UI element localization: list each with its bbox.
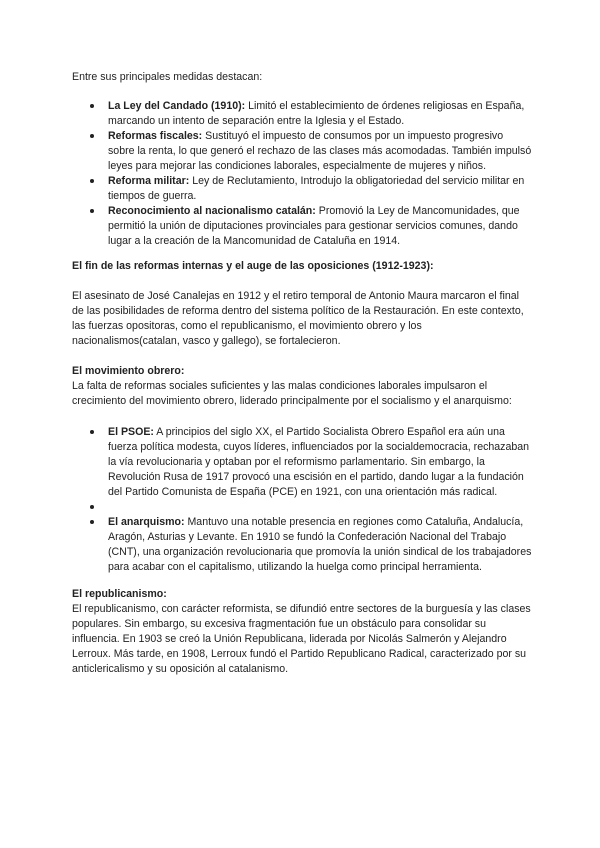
section-paragraph-labor: La falta de reformas sociales suficientes y las malas condiciones laborales impulsaron el crecimiento del movimiento obrero, liderado principalmente por el socialismo y el anarquismo: xyxy=(72,380,512,407)
section-paragraph-republicanism: El republicanismo, con carácter reformista, se difundió entre sectores de la burguesía y las clases populares. Sin embargo, su excesiva fragmentación fue un obstáculo para consolidar su influencia. En 1903 se creó la Unión Republicana, liderada por Nicolás Salmerón y Alejandro Lerroux. Más tarde, en 1908, Lerroux fundó el Partido Republicano Radical, caracterizado por su anticlericalismo y su oposición al catalanismo. xyxy=(72,603,531,675)
section-paragraph-reforms: El asesinato de José Canalejas en 1912 y el retiro temporal de Antonio Maura marcaron el final de las posibilidades de reforma dentro del sistema político de la Restauración. En este contexto, las fuerzas opositoras, como el republicanismo, el movimiento obrero y los nacionalismos(catalan, vasco y gallego), se fortalecieron. xyxy=(72,290,524,347)
list-item xyxy=(72,174,532,204)
section-heading-reforms: El fin de las reformas internas y el auge de las oposiciones (1912-1923): xyxy=(72,260,434,272)
item-text: Limitó el establecimiento de órdenes religiosas en España, marcando un intento de separación entre la Iglesia y el Estado. xyxy=(108,100,525,127)
item-title: El PSOE: xyxy=(108,426,154,438)
item-text: Promovió la Ley de Mancomunidades, que permitió la unión de diputaciones provinciales para gestionar servicios comunes, dando lugar a la creación de la Mancomunidad de Cataluña en 1914. xyxy=(108,205,520,247)
section-heading-republicanism: El republicanismo: xyxy=(72,588,167,600)
item-text: Mantuvo una notable presencia en regiones como Cataluña, Andalucía, Aragón, Asturias y Levante. En 1910 se fundó la Confederación Nacional del Trabajo (CNT), una organización revolucionaria que promovía la unión sindical de los trabajadores para acabar con el capitalismo, utilizando la huelga como principal herramienta. xyxy=(108,516,532,573)
item-text: A principios del siglo XX, el Partido Socialista Obrero Español era aún una fuerza política modesta, cuyos líderes, influenciados por la socialdemocracia, rechazaban la vía revolucionaria y optaban por el reformismo parlamentario. Sin embargo, la Revolución Rusa de 1917 provocó una escisión en el partido, dando lugar a la fundación del Partido Comunista de España (PCE) en 1921, con una orientación más radical. xyxy=(108,426,530,498)
item-title: Reconocimiento al nacionalismo catalán: xyxy=(108,205,316,217)
item-title: Reformas fiscales: xyxy=(108,130,203,142)
list-item xyxy=(72,204,532,249)
list-item xyxy=(72,129,532,174)
item-title: El anarquismo: xyxy=(108,516,185,528)
item-text: Ley de Reclutamiento, Introdujo la obligatoriedad del servicio militar en tiempos de guerra. xyxy=(108,175,525,202)
measures-list xyxy=(72,99,532,249)
labor-list xyxy=(72,425,532,575)
list-item xyxy=(72,515,532,575)
intro-text: Entre sus principales medidas destacan: xyxy=(72,71,263,83)
section-heading-labor: El movimiento obrero: xyxy=(72,365,185,377)
document-content xyxy=(72,70,532,677)
list-item xyxy=(72,425,532,500)
list-item xyxy=(72,99,532,129)
item-text: Sustituyó el impuesto de consumos por un impuesto progresivo sobre la renta, lo que generó el rechazo de las clases más acomodadas. También impulsó leyes para mejorar las condiciones laborales, especialmente de mujeres y niños. xyxy=(108,130,532,172)
item-title: La Ley del Candado (1910): xyxy=(108,100,246,112)
item-title: Reforma militar: xyxy=(108,175,190,187)
empty-list-item xyxy=(72,500,532,515)
